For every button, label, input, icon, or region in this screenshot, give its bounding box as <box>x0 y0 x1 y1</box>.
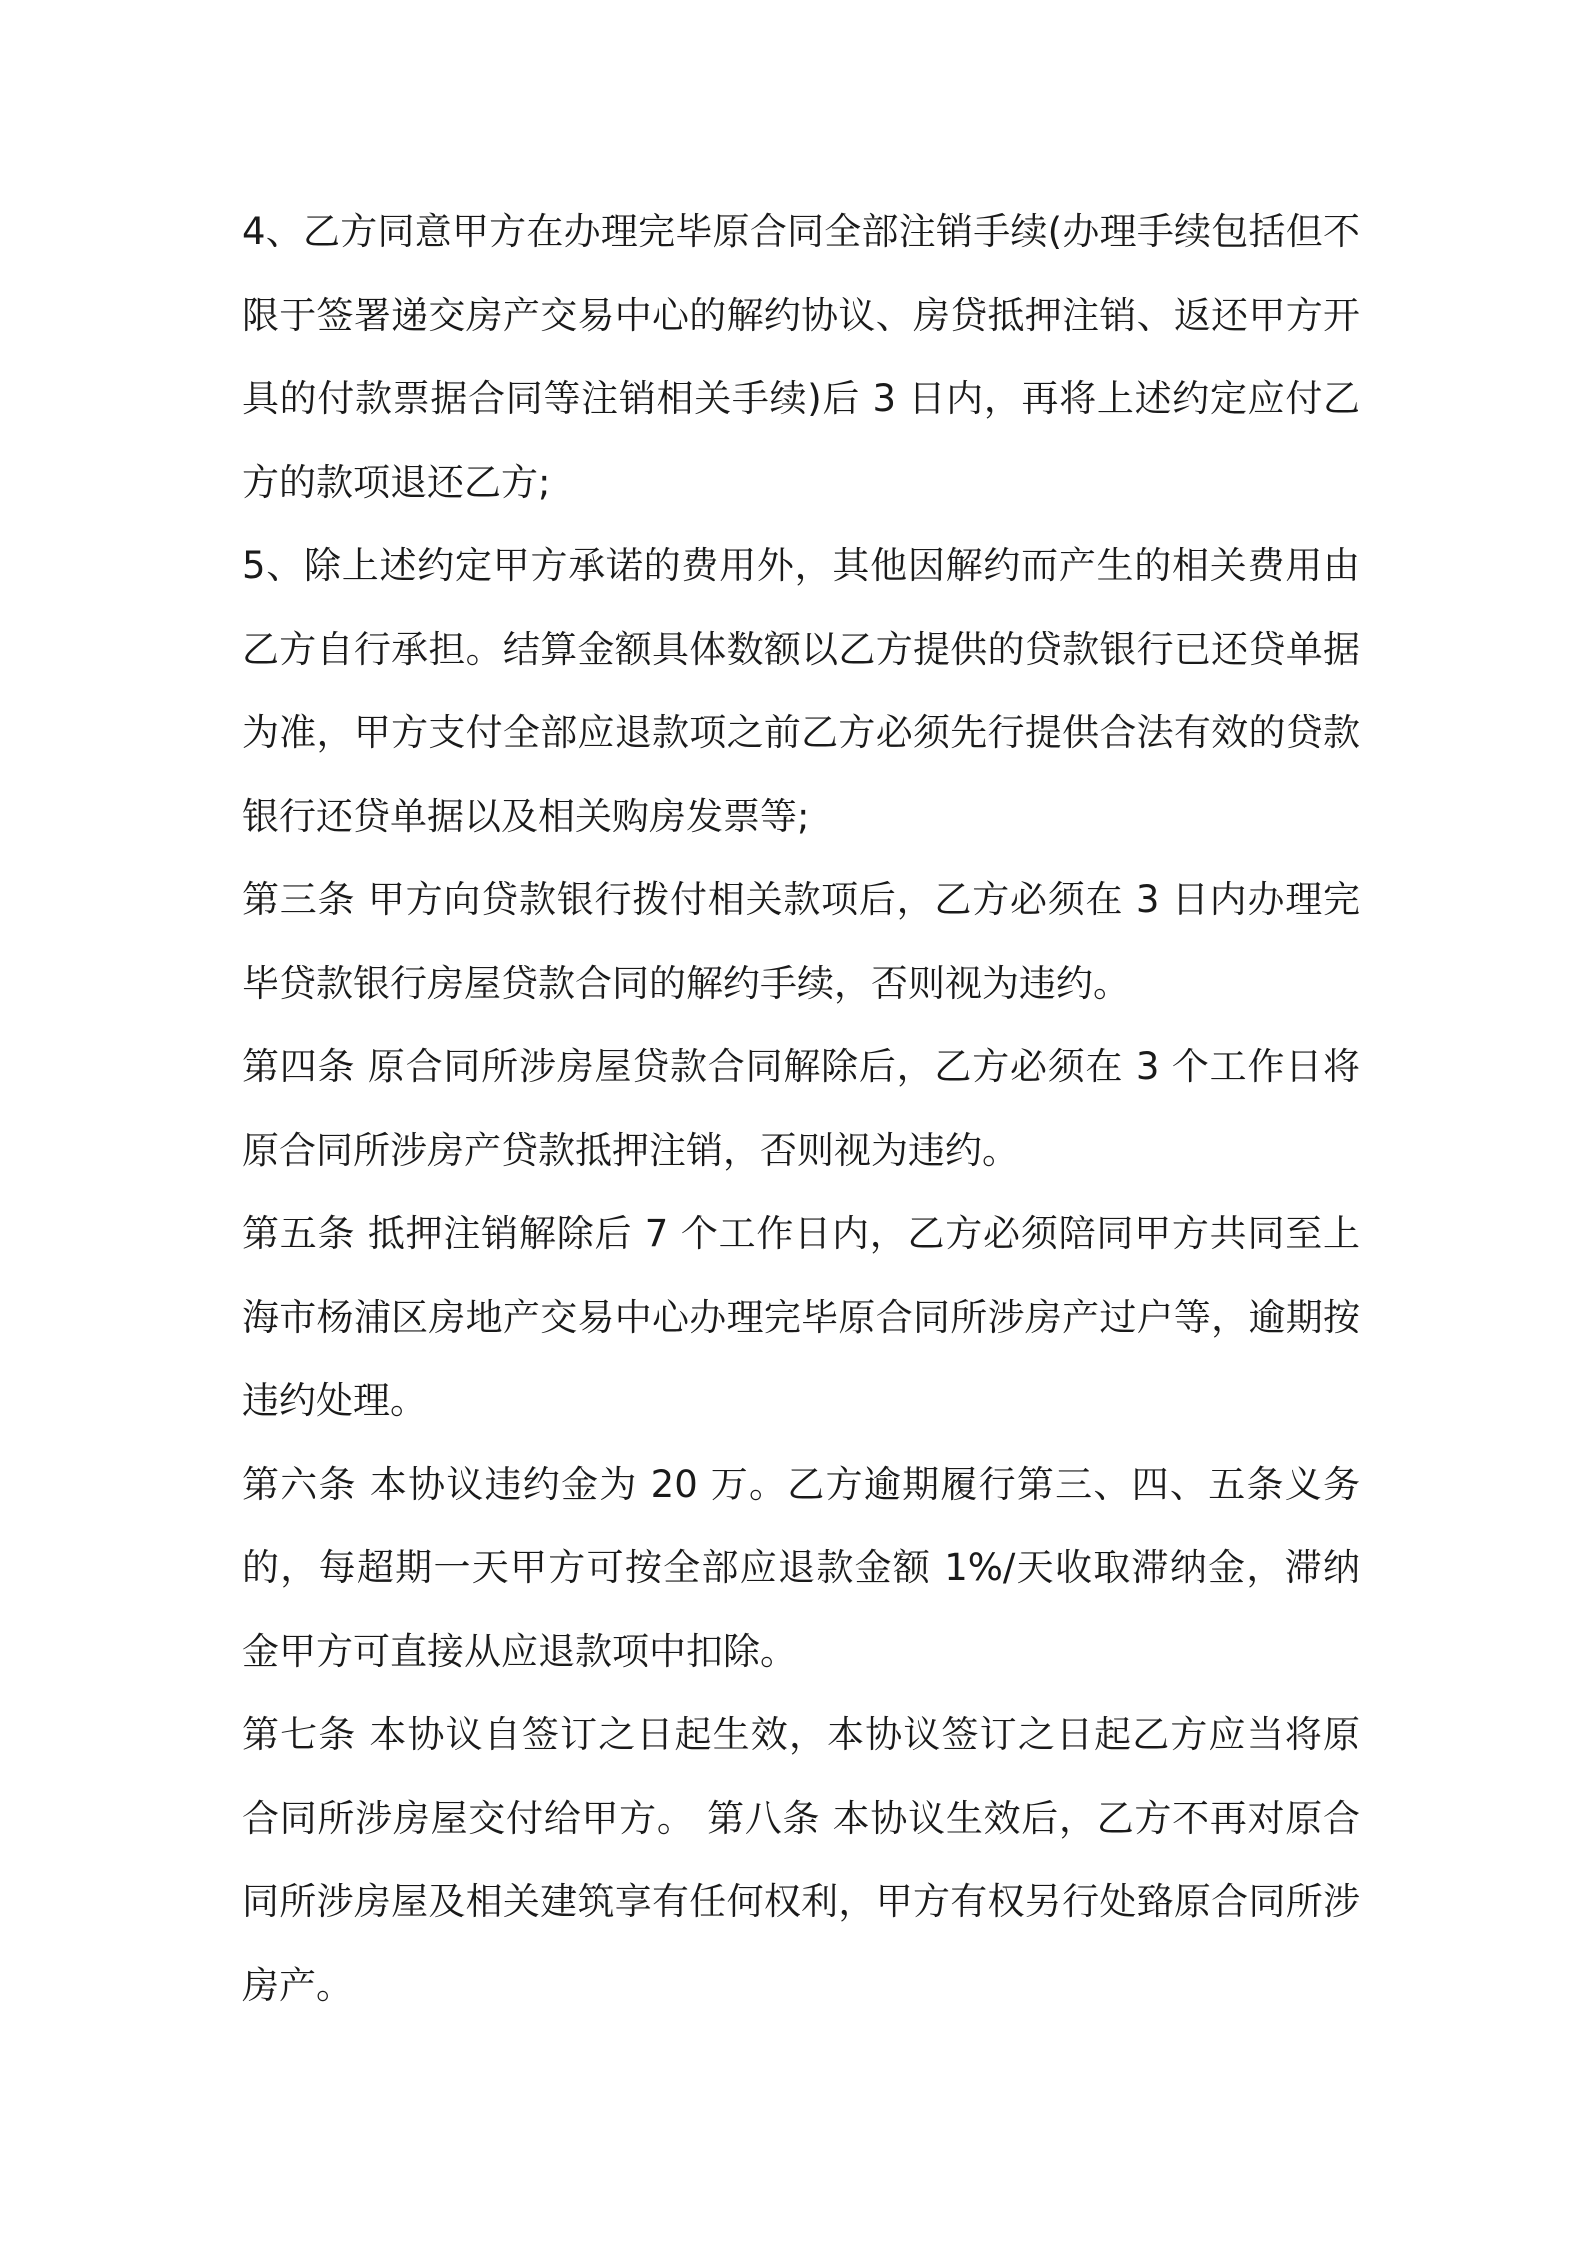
clause-4-paragraph: 4、乙方同意甲方在办理完毕原合同全部注销手续(办理手续包括但不限于签署递交房产交易中心的解约协议、房贷抵押注销、返还甲方开具的付款票据合同等注销相关手续)后 3 日内，再将上述约定应付乙方的款项退还乙方; <box>242 210 1360 504</box>
article-4-paragraph: 第四条 原合同所涉房屋贷款合同解除后，乙方必须在 3 个工作日将原合同所涉房产贷款抵押注销，否则视为违约。 <box>242 1045 1360 1172</box>
document-body <box>242 190 1360 2027</box>
clause-5-paragraph: 5、除上述约定甲方承诺的费用外，其他因解约而产生的相关费用由乙方自行承担。结算金额具体数额以乙方提供的贷款银行已还贷单据为准，甲方支付全部应退款项之前乙方必须先行提供合法有效的贷款银行还贷单据以及相关购房发票等; <box>242 544 1360 838</box>
article-3-paragraph: 第三条 甲方向贷款银行拨付相关款项后，乙方必须在 3 日内办理完毕贷款银行房屋贷款合同的解约手续，否则视为违约。 <box>242 878 1360 1005</box>
article-5-paragraph: 第五条 抵押注销解除后 7 个工作日内，乙方必须陪同甲方共同至上海市杨浦区房地产交易中心办理完毕原合同所涉房产过户等，逾期按违约处理。 <box>242 1212 1360 1422</box>
article-7-8-paragraph: 第七条 本协议自签订之日起生效，本协议签订之日起乙方应当将原合同所涉房屋交付给甲方。 第八条 本协议生效后，乙方不再对原合同所涉房屋及相关建筑享有任何权利，甲方有权另行处臵原合同所涉房产。 <box>242 1713 1360 2007</box>
article-6-paragraph: 第六条 本协议违约金为 20 万。乙方逾期履行第三、四、五条义务的，每超期一天甲方可按全部应退款金额 1%/天收取滞纳金，滞纳金甲方可直接从应退款项中扣除。 <box>242 1462 1360 1673</box>
